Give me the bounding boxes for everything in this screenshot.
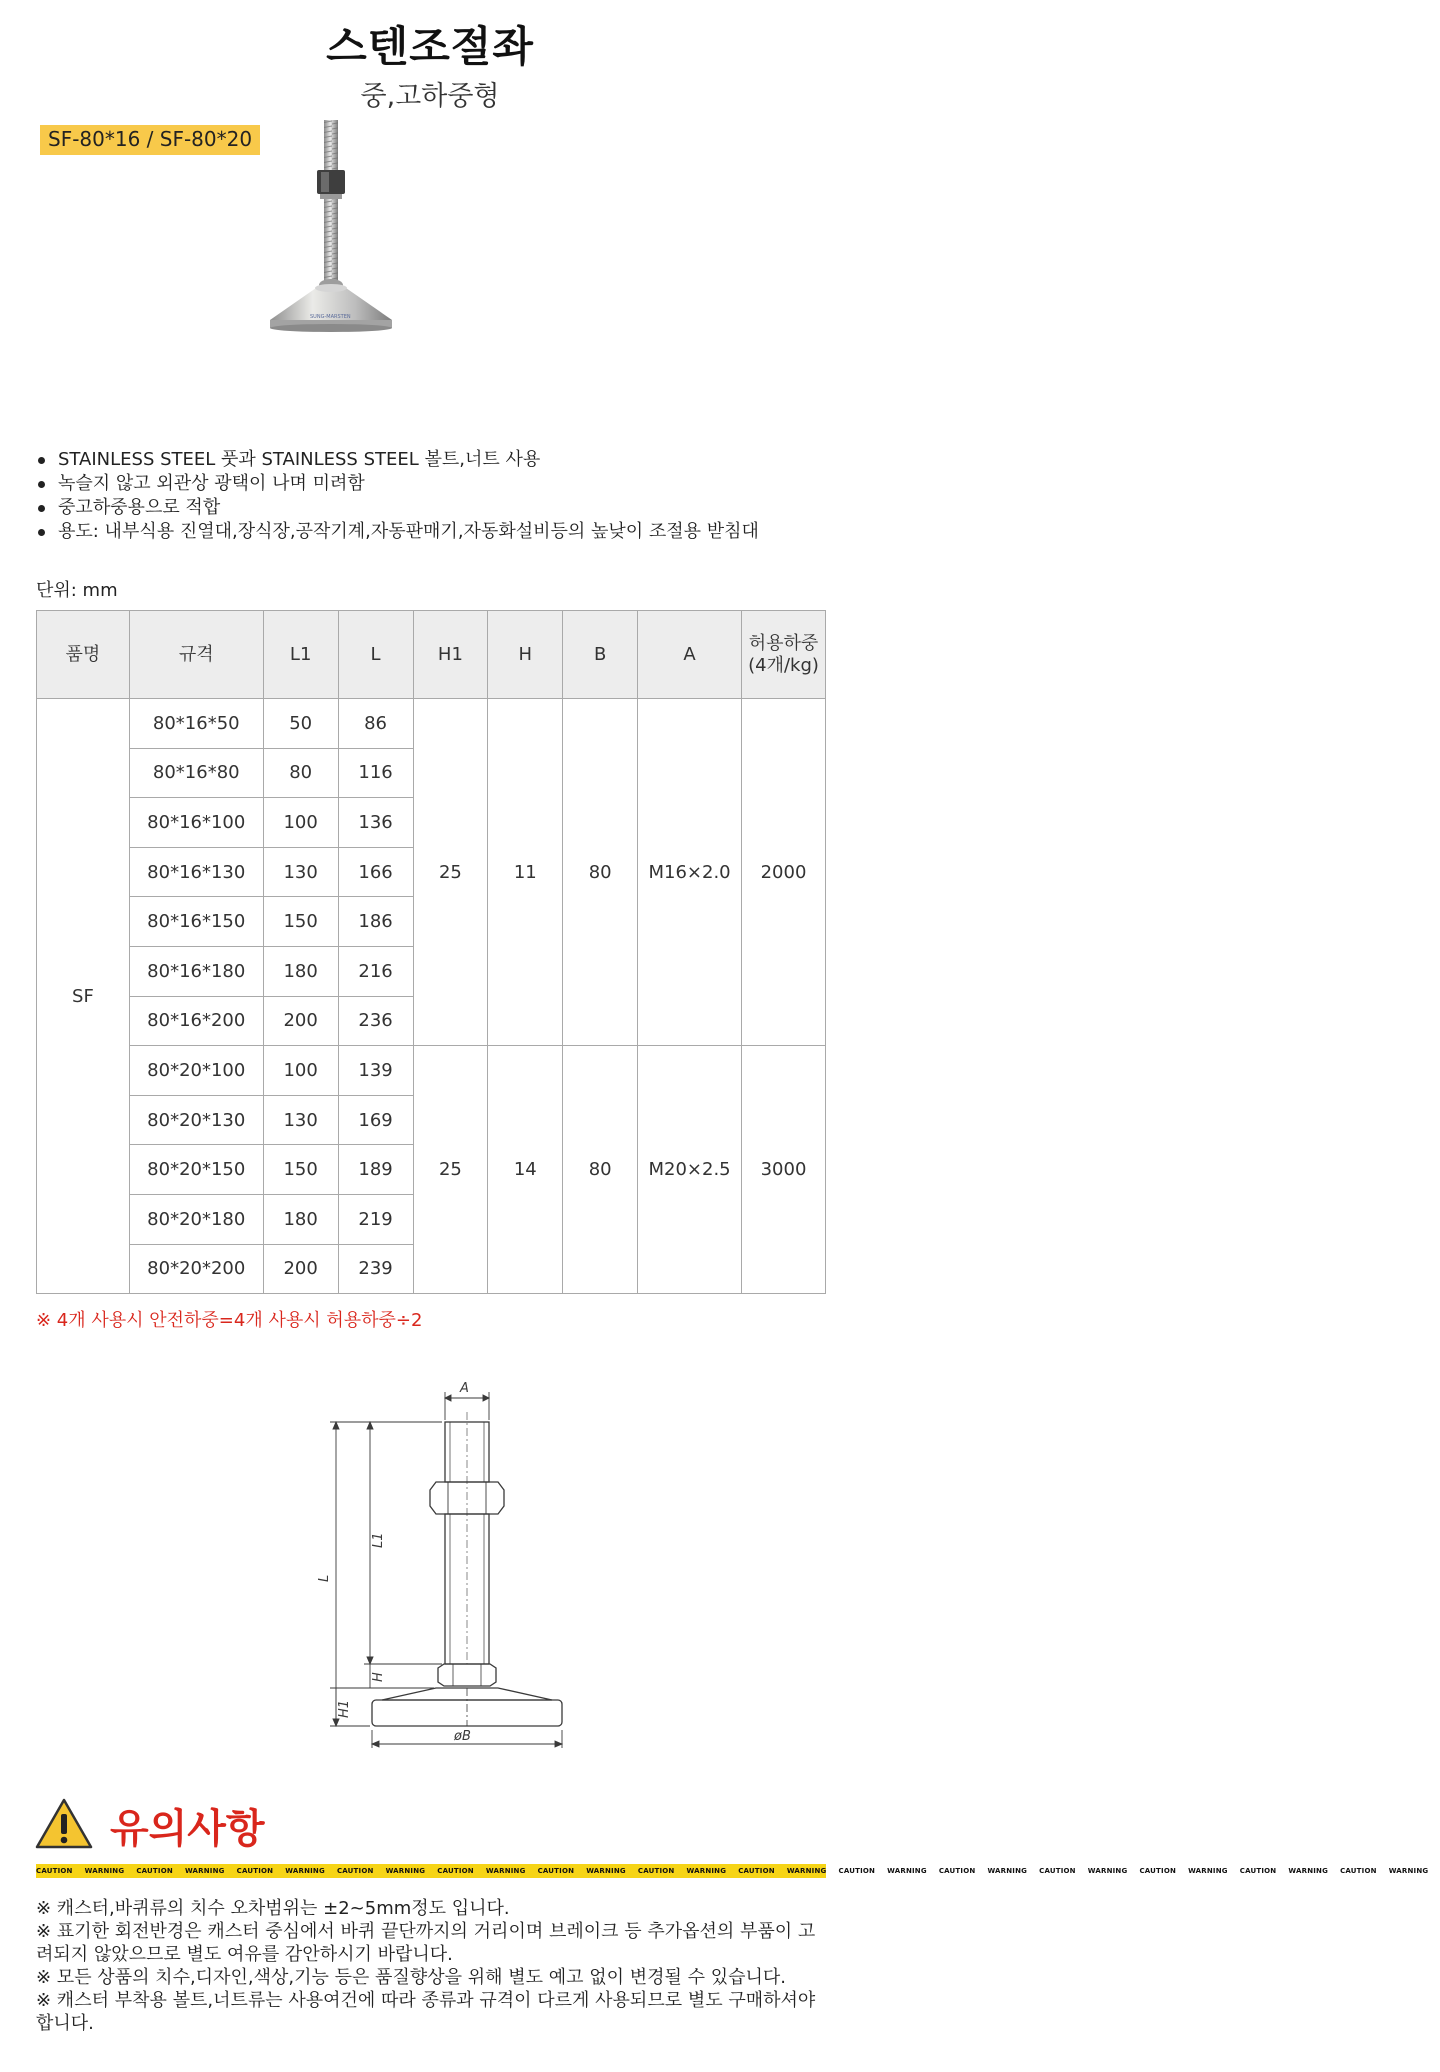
cell-l: 236 <box>338 996 413 1046</box>
page-title: 스텐조절좌 <box>326 22 534 71</box>
tape-word: CAUTION <box>236 1867 274 1875</box>
cell-spec: 80*20*100 <box>129 1046 263 1096</box>
cell-l1: 80 <box>263 748 338 798</box>
cell-spec: 80*16*50 <box>129 699 263 749</box>
tape-word: CAUTION <box>1239 1867 1277 1875</box>
tape-word: WARNING <box>786 1867 827 1875</box>
cell-l: 136 <box>338 798 413 848</box>
tape-word: WARNING <box>385 1867 426 1875</box>
cell-b: 80 <box>563 1046 638 1294</box>
tape-word: CAUTION <box>938 1867 976 1875</box>
cell-l1: 150 <box>263 897 338 947</box>
cell-l: 189 <box>338 1145 413 1195</box>
table-row <box>37 1046 826 1096</box>
tape-word: CAUTION <box>36 1867 73 1875</box>
tape-word: CAUTION <box>838 1867 876 1875</box>
tape-word: CAUTION <box>437 1867 474 1875</box>
tape-word: CAUTION <box>1340 1867 1377 1875</box>
cell-l: 169 <box>338 1095 413 1145</box>
page-subtitle: 중,고하중형 <box>360 81 500 112</box>
cell-l1: 130 <box>263 847 338 897</box>
tape-word: WARNING <box>485 1867 526 1875</box>
feature-list <box>36 448 836 544</box>
cell-h: 11 <box>488 699 563 1046</box>
cell-spec: 80*20*180 <box>129 1194 263 1244</box>
dimension-drawing <box>270 1372 590 1752</box>
tape-word: CAUTION <box>738 1867 775 1875</box>
cell-b: 80 <box>563 699 638 1046</box>
cell-h1: 25 <box>413 1046 488 1294</box>
notice-item: ※ 표기한 회전반경은 캐스터 중심에서 바퀴 끝단까지의 거리이며 브레이크 등 추가옵션의 부품이 고려되지 않았으므로 별도 여유를 감안하시기 바랍니다. <box>36 1921 816 1965</box>
cell-spec: 80*16*130 <box>129 847 263 897</box>
header-l: L <box>338 611 413 699</box>
cell-l: 86 <box>338 699 413 749</box>
header-product: 품명 <box>37 611 130 699</box>
cell-l1: 200 <box>263 996 338 1046</box>
tape-word: CAUTION <box>136 1867 173 1875</box>
spec-table <box>36 610 826 1294</box>
tape-word: WARNING <box>1087 1867 1128 1875</box>
header-h1: H1 <box>413 611 488 699</box>
dim-label-a: A <box>460 1381 469 1396</box>
feature-item: 녹슬지 않고 외관상 광택이 나며 미려함 <box>36 472 836 496</box>
header-h: H <box>488 611 563 699</box>
cell-spec: 80*16*200 <box>129 996 263 1046</box>
tape-word: CAUTION <box>537 1867 575 1875</box>
photo-brand-text: SUNG-MARSTEN <box>310 314 351 320</box>
cell-l1: 150 <box>263 1145 338 1195</box>
tape-word: CAUTION <box>637 1867 675 1875</box>
cell-spec: 80*20*150 <box>129 1145 263 1195</box>
cell-l1: 200 <box>263 1244 338 1294</box>
notice-item: ※ 캐스터 부착용 볼트,너트류는 사용여건에 따라 종류과 규격이 다르게 사용되므로 별도 구매하셔야 합니다. <box>36 1990 816 2034</box>
cell-h: 14 <box>488 1046 563 1294</box>
tape-word: WARNING <box>285 1867 325 1875</box>
cell-load: 2000 <box>742 699 826 1046</box>
dim-label-h1: H1 <box>337 1699 352 1718</box>
load-note: ※ 4개 사용시 안전하중=4개 사용시 허용하중÷2 <box>36 1310 423 1331</box>
tape-word: WARNING <box>1288 1867 1329 1875</box>
cell-l: 139 <box>338 1046 413 1096</box>
feature-item: 중고하중용으로 적합 <box>36 496 836 520</box>
cell-a: M16×2.0 <box>638 699 742 1046</box>
tape-word: CAUTION <box>1039 1867 1076 1875</box>
tape-word: WARNING <box>686 1867 727 1875</box>
cell-l: 186 <box>338 897 413 947</box>
notice-item: ※ 캐스터,바퀴류의 치수 오차범위는 ±2~5mm정도 입니다. <box>36 1898 510 1919</box>
tape-word: WARNING <box>84 1867 125 1875</box>
notice-item: ※ 모든 상품의 치수,디자인,색상,기능 등은 품질향상을 위해 별도 예고 없이 변경될 수 있습니다. <box>36 1967 786 1988</box>
cell-spec: 80*16*180 <box>129 946 263 996</box>
tape-word: WARNING <box>586 1867 626 1875</box>
header-a: A <box>638 611 742 699</box>
cell-l: 219 <box>338 1194 413 1244</box>
cell-spec: 80*16*100 <box>129 798 263 848</box>
cell-l1: 130 <box>263 1095 338 1145</box>
cell-l1: 50 <box>263 699 338 749</box>
caution-title: 유의사항 <box>110 1806 265 1852</box>
cell-a: M20×2.5 <box>638 1046 742 1294</box>
cell-l: 216 <box>338 946 413 996</box>
cell-h1: 25 <box>413 699 488 1046</box>
dim-label-h: H <box>371 1672 386 1682</box>
cell-load: 3000 <box>742 1046 826 1294</box>
caution-notices <box>36 1897 826 2035</box>
header-spec: 규격 <box>129 611 263 699</box>
tape-word: WARNING <box>1388 1867 1429 1875</box>
unit-label: 단위: mm <box>36 580 118 601</box>
tape-word: WARNING <box>987 1867 1028 1875</box>
model-badge: SF-80*16 / SF-80*20 <box>40 125 260 155</box>
feature-item: 용도: 내부식용 진열대,장식장,공작기계,자동판매기,자동화설비등의 높낮이 조절용 받침대 <box>36 520 836 544</box>
cell-spec: 80*20*200 <box>129 1244 263 1294</box>
header-load <box>742 611 826 699</box>
caution-tape <box>36 1864 1429 1878</box>
table-row <box>37 699 826 749</box>
cell-l1: 100 <box>263 1046 338 1096</box>
dim-label-b: øB <box>454 1729 471 1744</box>
dim-label-l1: L1 <box>371 1532 386 1548</box>
header-load-label: 허용하중 <box>748 632 819 654</box>
tape-word: CAUTION <box>336 1867 374 1875</box>
product-photo <box>220 130 720 490</box>
cell-l: 166 <box>338 847 413 897</box>
tape-word: WARNING <box>887 1867 927 1875</box>
dim-label-l: L <box>317 1574 332 1582</box>
tape-word: CAUTION <box>1139 1867 1177 1875</box>
cell-l: 239 <box>338 1244 413 1294</box>
header-b: B <box>563 611 638 699</box>
cell-spec: 80*20*130 <box>129 1095 263 1145</box>
warning-triangle-icon <box>34 1797 94 1851</box>
table-header-row <box>37 611 826 699</box>
tape-word: WARNING <box>1188 1867 1228 1875</box>
cell-l1: 180 <box>263 1194 338 1244</box>
cell-l1: 100 <box>263 798 338 848</box>
feature-item: STAINLESS STEEL 풋과 STAINLESS STEEL 볼트,너트 사용 <box>36 448 836 472</box>
cell-l: 116 <box>338 748 413 798</box>
header-l1: L1 <box>263 611 338 699</box>
cell-spec: 80*16*150 <box>129 897 263 947</box>
cell-product: SF <box>37 699 130 1294</box>
cell-l1: 180 <box>263 946 338 996</box>
cell-spec: 80*16*80 <box>129 748 263 798</box>
header-load-unit: (4개/kg) <box>748 654 819 676</box>
tape-word: WARNING <box>184 1867 225 1875</box>
